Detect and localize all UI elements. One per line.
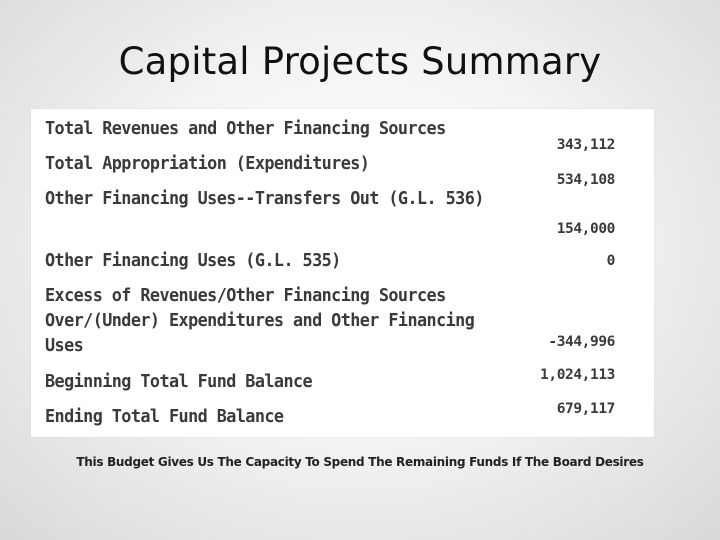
row-value: 534,108: [556, 172, 615, 188]
row-value: 1,024,113: [540, 367, 615, 383]
row-label: Other Financing Uses--Transfers Out (G.L. 536): [45, 189, 484, 209]
row-value: 0: [606, 253, 615, 269]
capital-projects-summary-table: [31, 109, 654, 437]
row-label: Other Financing Uses (G.L. 535): [45, 251, 341, 271]
row-value: -344,996: [548, 334, 615, 350]
row-value: 343,112: [556, 137, 615, 153]
footer-note: This Budget Gives Us The Capacity To Spend The Remaining Funds If The Board Desires: [76, 455, 644, 469]
row-label: Total Revenues and Other Financing Sources: [45, 119, 446, 139]
row-value: 679,117: [556, 401, 615, 417]
row-label: Ending Total Fund Balance: [45, 407, 284, 427]
row-label: Excess of Revenues/Other Financing Sources Over/(Under) Expenditures and Other Financing Uses: [45, 286, 484, 356]
slide-title: Capital Projects Summary: [118, 40, 602, 83]
row-label: Total Appropriation (Expenditures): [45, 154, 370, 174]
row-label: Beginning Total Fund Balance: [45, 372, 313, 392]
row-value: 154,000: [556, 221, 615, 237]
